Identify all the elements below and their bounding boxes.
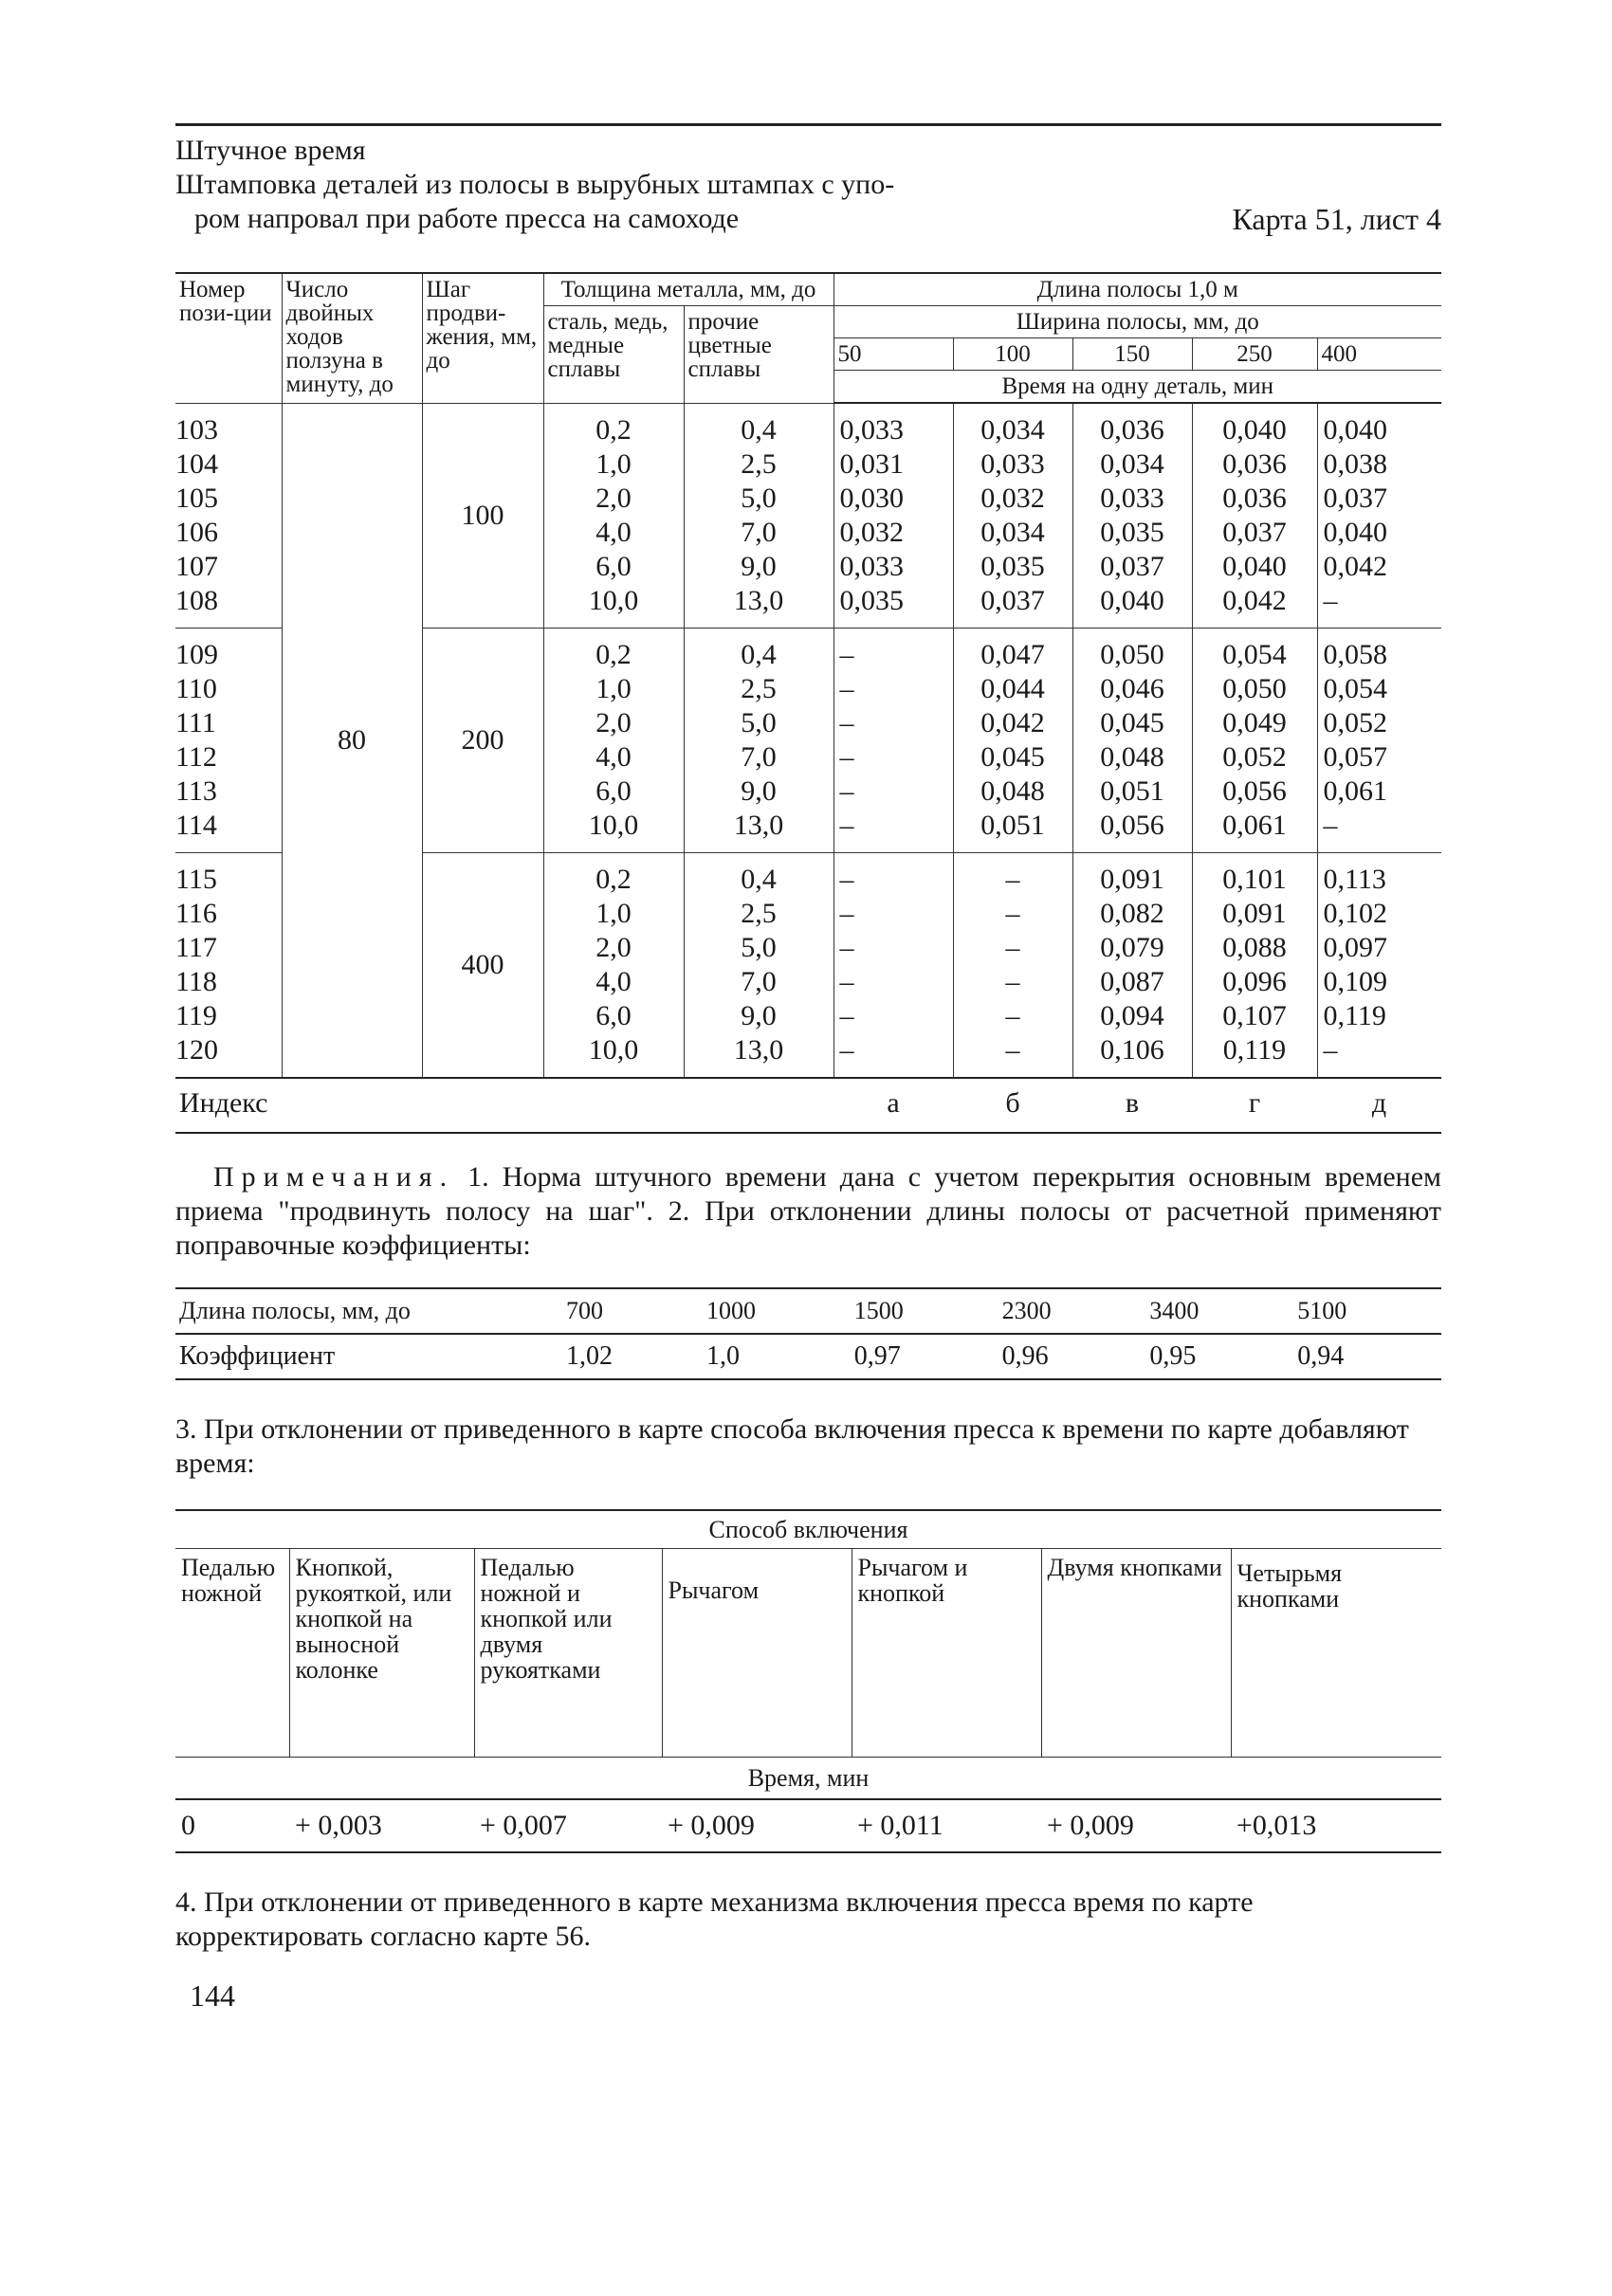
strokes-value: 80: [282, 403, 422, 1078]
header: [175, 134, 1441, 236]
top-rule: [175, 123, 1441, 126]
w250-values: 0,040 0,036 0,036 0,037 0,040 0,042: [1192, 403, 1317, 629]
switch-value: + 0,009: [662, 1799, 852, 1852]
index-a: а: [833, 1078, 953, 1133]
other-values: 0,4 2,5 5,0 7,0 9,0 13,0: [684, 853, 833, 1079]
note-text: 1. Норма штучного времени дана с учетом перекрытия основным временем приема "продвинуть полосу на шаг". 2. При отклонении длины полосы от расчетной применяют поправочные коэффициенты:: [175, 1161, 1441, 1261]
coef-value: 1,0: [706, 1341, 740, 1371]
coef-value: 1,02: [566, 1341, 613, 1371]
col-w400: 400: [1317, 338, 1441, 371]
note-4: 4. При отклонении от приведенного в карте механизма включения пресса время по карте корректировать согласно карте 56.: [175, 1886, 1254, 1952]
length-value: 3400: [1145, 1288, 1293, 1334]
index-row: [175, 1078, 1441, 1133]
w100-values: 0,034 0,033 0,032 0,034 0,035 0,037: [953, 403, 1072, 629]
method: Рычагом и кнопкой: [852, 1549, 1041, 1758]
length-value: 1000: [703, 1288, 851, 1334]
steel-values: 0,2 1,0 2,0 4,0 6,0 10,0: [543, 403, 684, 629]
col-strokes: Число двойных ходов ползуна в минуту, до: [282, 273, 422, 403]
coef-value: 0,95: [1149, 1341, 1197, 1371]
positions: 109 110 111 112 113 114: [175, 629, 282, 853]
coef-value: 0,96: [1001, 1341, 1049, 1371]
col-w250: 250: [1192, 338, 1317, 371]
header-line3: ром напровал при работе пресса на самоходе: [194, 203, 740, 234]
w250-values: 0,101 0,091 0,088 0,096 0,107 0,119: [1192, 853, 1317, 1079]
method: Двумя кнопками: [1041, 1549, 1231, 1758]
length-value: 2300: [998, 1288, 1146, 1334]
coef-value: 0,94: [1297, 1341, 1345, 1371]
switch-title: Способ включения: [175, 1510, 1441, 1549]
switch-table: [175, 1509, 1441, 1853]
index-label: Индекс: [175, 1078, 833, 1133]
switch-value: + 0,007: [474, 1799, 662, 1852]
method: Рычагом: [662, 1549, 852, 1758]
length-value: 700: [562, 1288, 703, 1334]
w50-values: – – – – – –: [833, 629, 953, 853]
w50-values: 0,033 0,031 0,030 0,032 0,033 0,035: [833, 403, 953, 629]
steel-values: 0,2 1,0 2,0 4,0 6,0 10,0: [543, 629, 684, 853]
time-table: [175, 272, 1441, 1134]
method: Кнопкой, рукояткой, или кнопкой на выносной колонке: [289, 1549, 474, 1758]
w100-values: 0,047 0,044 0,042 0,045 0,048 0,051: [953, 629, 1072, 853]
time-unit: Время, мин: [175, 1758, 1441, 1800]
w400-values: 0,040 0,038 0,037 0,040 0,042 –: [1317, 403, 1441, 629]
length-label: Длина полосы, мм, до: [175, 1288, 562, 1334]
w50-values: – – – – – –: [833, 853, 953, 1079]
index-d: д: [1317, 1078, 1441, 1133]
other-values: 0,4 2,5 5,0 7,0 9,0 13,0: [684, 403, 833, 629]
page-number: 144: [190, 1978, 235, 2013]
col-thickness: Толщина металла, мм, до: [543, 273, 833, 306]
col-steel: сталь, медь, медные сплавы: [543, 306, 684, 404]
steel-values: 0,2 1,0 2,0 4,0 6,0 10,0: [543, 853, 684, 1079]
w400-values: 0,058 0,054 0,052 0,057 0,061 –: [1317, 629, 1441, 853]
index-g: г: [1192, 1078, 1317, 1133]
coef-label: Коэффициент: [179, 1341, 336, 1371]
card-number: Карта 51, лист 4: [1232, 202, 1441, 236]
switch-value: + 0,009: [1041, 1799, 1231, 1852]
col-time: Время на одну деталь, мин: [833, 371, 1441, 404]
positions: 115 116 117 118 119 120: [175, 853, 282, 1079]
switch-value: + 0,003: [289, 1799, 474, 1852]
length-value: 1500: [851, 1288, 998, 1334]
w250-values: 0,054 0,050 0,049 0,052 0,056 0,061: [1192, 629, 1317, 853]
coefficient-table: [175, 1287, 1441, 1380]
positions: 103 104 105 106 107 108: [175, 403, 282, 629]
w150-values: 0,050 0,046 0,045 0,048 0,051 0,056: [1072, 629, 1192, 853]
length-value: 5100: [1293, 1288, 1441, 1334]
switch-value: 0: [175, 1799, 289, 1852]
note-1: [175, 1160, 1441, 1263]
col-w150: 150: [1072, 338, 1192, 371]
col-width: Ширина полосы, мм, до: [833, 306, 1441, 338]
index-v: в: [1072, 1078, 1192, 1133]
col-w100: 100: [953, 338, 1072, 371]
page: [175, 123, 1441, 2014]
w100-values: – – – – – –: [953, 853, 1072, 1079]
col-other: прочие цветные сплавы: [684, 306, 833, 404]
switch-value: +0,013: [1231, 1799, 1441, 1852]
group-1: [175, 403, 1441, 1078]
w150-values: 0,091 0,082 0,079 0,087 0,094 0,106: [1072, 853, 1192, 1079]
header-line2: Штамповка деталей из полосы в вырубных штампах с упо-: [175, 169, 895, 200]
method: Педалью ножной и кнопкой или двумя рукоятками: [474, 1549, 662, 1758]
col-length: Длина полосы 1,0 м: [833, 273, 1441, 306]
method: Педалью ножной: [175, 1549, 289, 1758]
step-value: 100: [422, 403, 543, 629]
w400-values: 0,113 0,102 0,097 0,109 0,119 –: [1317, 853, 1441, 1079]
method: Четырьмя кнопками: [1231, 1549, 1441, 1758]
other-values: 0,4 2,5 5,0 7,0 9,0 13,0: [684, 629, 833, 853]
coef-value: 0,97: [853, 1341, 901, 1371]
note-3: 3. При отклонении от приведенного в карте способа включения пресса к времени по карте добавляют время:: [175, 1413, 1409, 1479]
step-value: 400: [422, 853, 543, 1079]
step-value: 200: [422, 629, 543, 853]
col-step: Шаг продви-жения, мм, до: [422, 273, 543, 403]
note-title: Примечания.: [213, 1161, 455, 1193]
col-pos: Номер пози-ции: [175, 273, 282, 403]
index-b: б: [953, 1078, 1072, 1133]
switch-value: + 0,011: [852, 1799, 1041, 1852]
col-w50: 50: [833, 338, 953, 371]
header-line1: Штучное время: [175, 135, 366, 166]
w150-values: 0,036 0,034 0,033 0,035 0,037 0,040: [1072, 403, 1192, 629]
